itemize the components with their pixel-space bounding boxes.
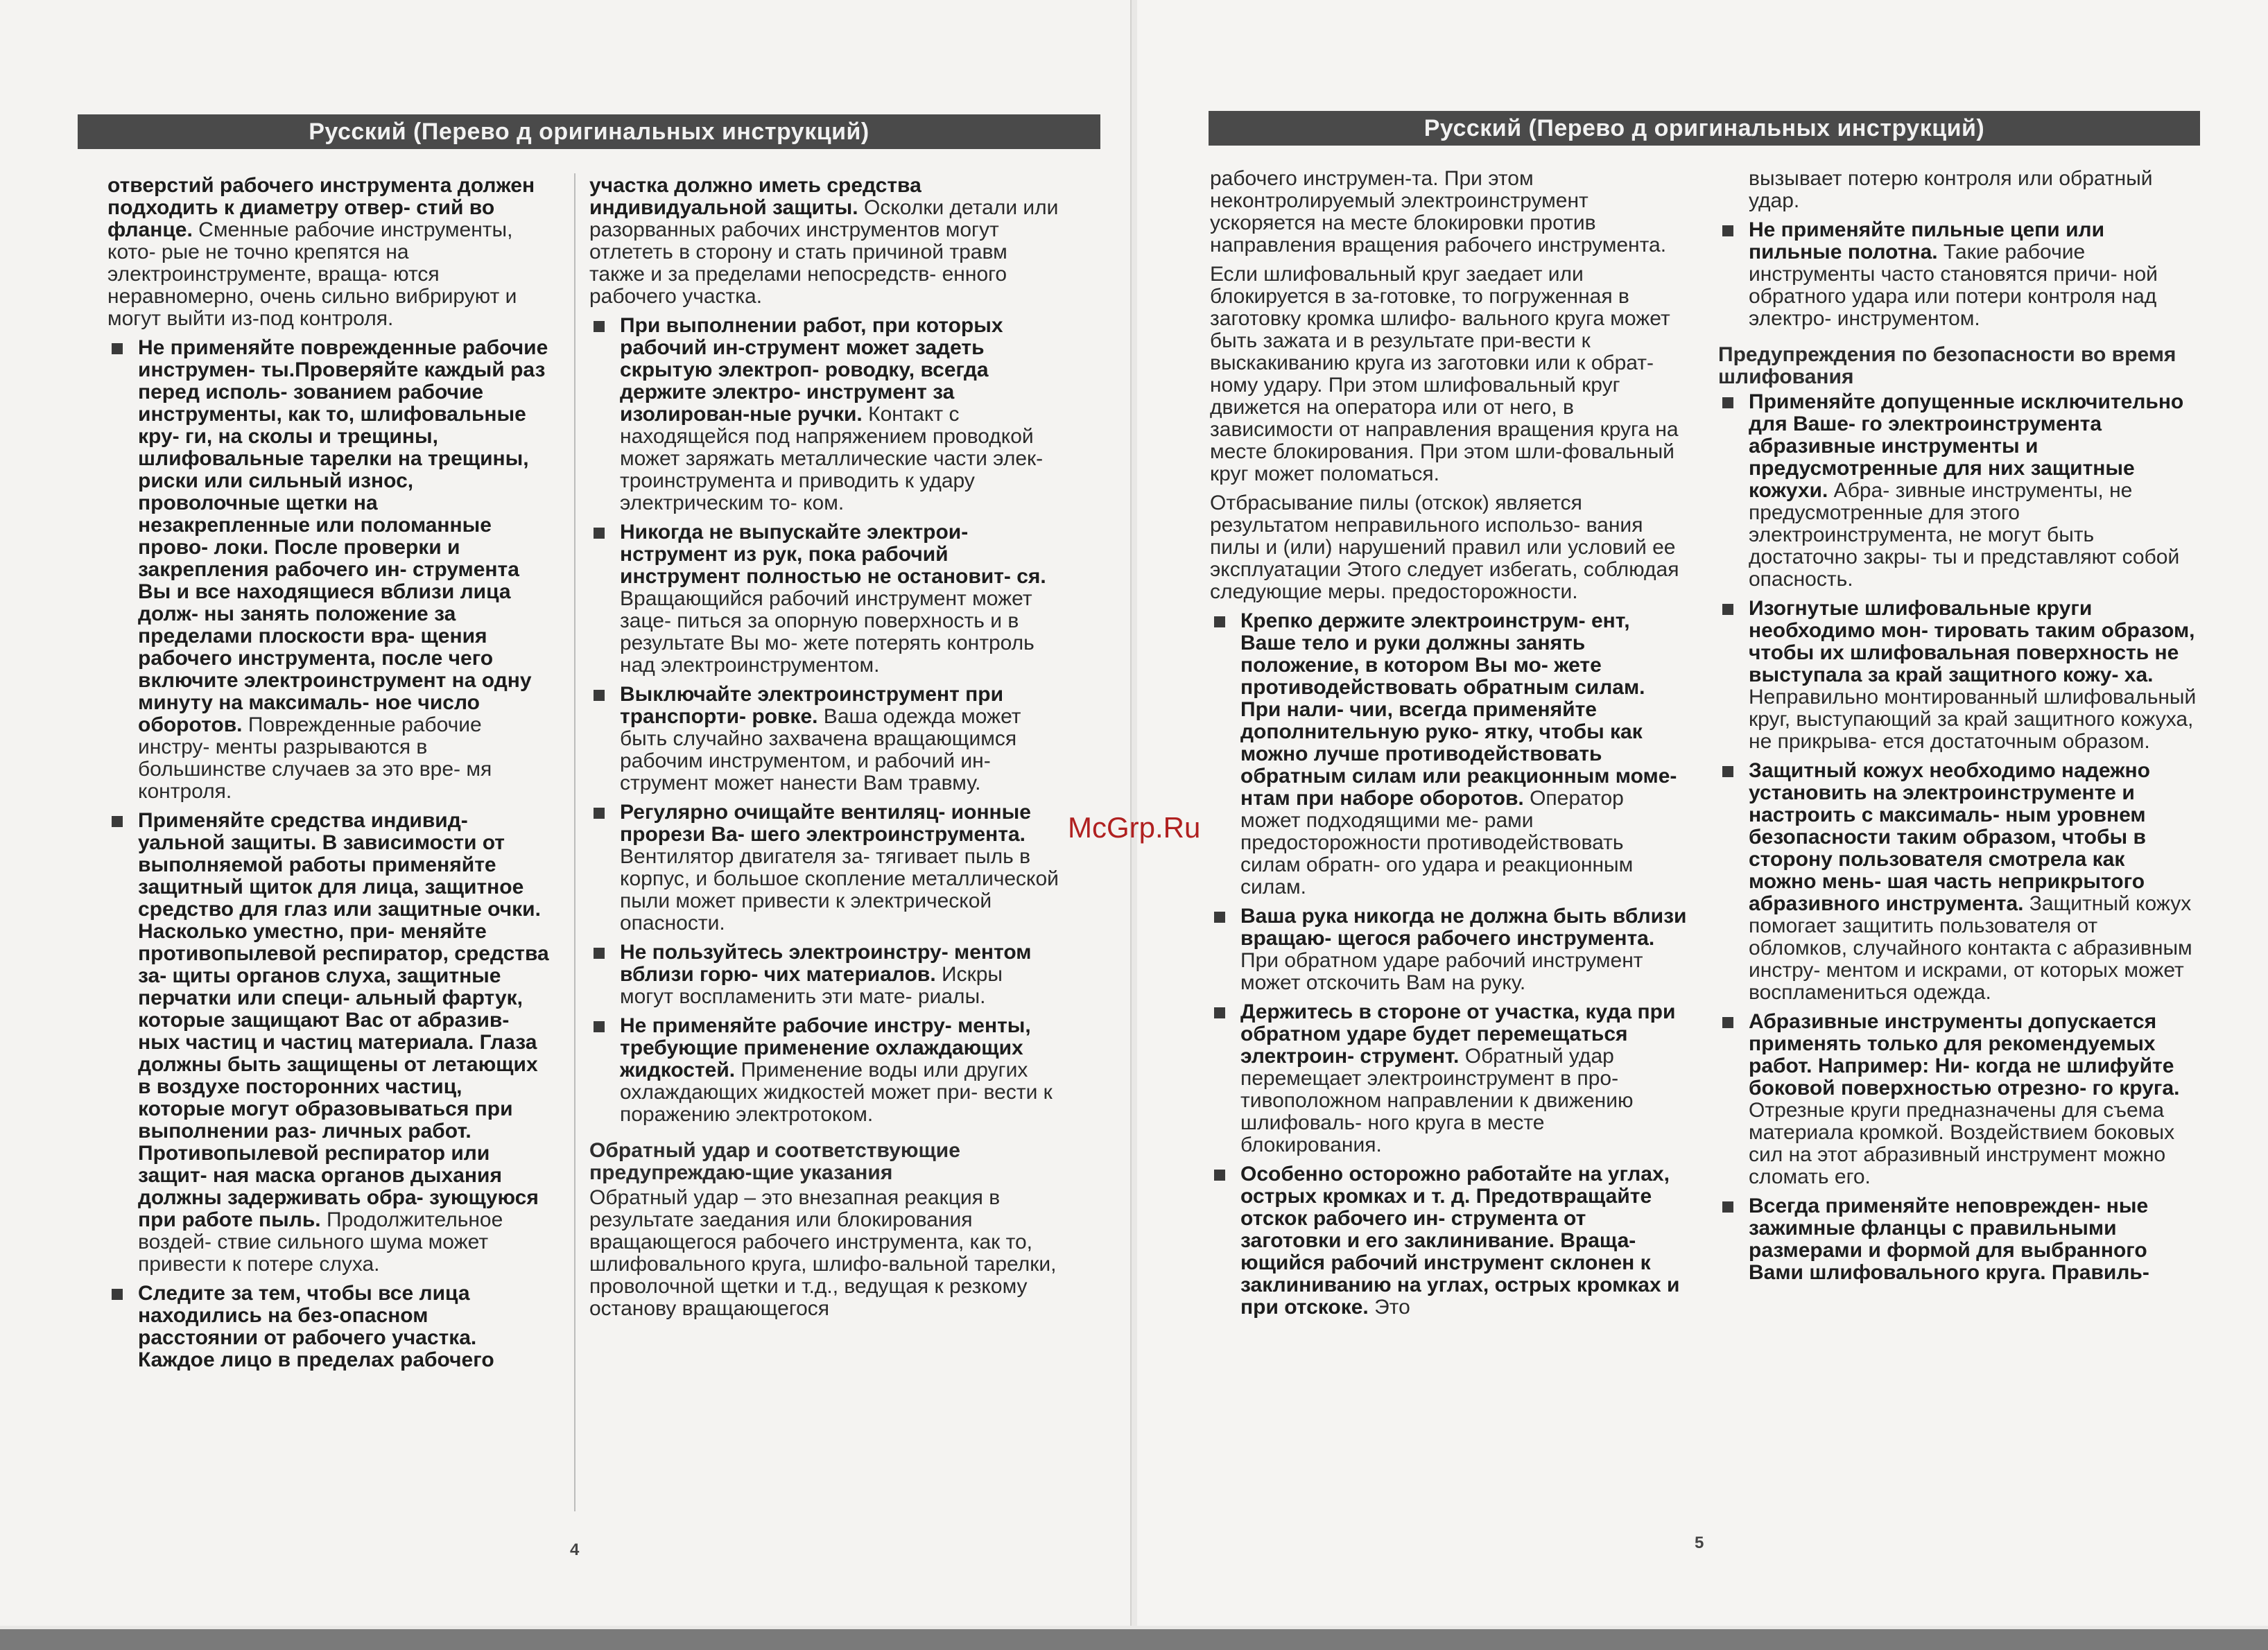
paragraph: Обратный удар – это внезапная реакция в результате заедания или блокирования вращающегося рабочего инструмента, как то, шлифовального круга, шлифо-вальной тарелки, проволочной щетки и т.д., ведущая к резкому останову вращающегося: [589, 1186, 1057, 1320]
column-1: [107, 175, 551, 1378]
list-item: Следите за тем, чтобы все лица находились на без-опасном расстоянии от рабочего участка. Каждое лицо в пределах рабочего: [107, 1283, 551, 1371]
bullet-icon: [1722, 766, 1733, 777]
list-item: Держитесь в стороне от участка, куда при обратном ударе будет перемещаться электроин- струмент. Обратный удар перемещает электроинструмент в про- тивоположном направлении к движению шлифоваль- ного круга в месте блокирования.: [1210, 1001, 1688, 1156]
page-header-banner: Русский (Перево д оригинальных инструкций): [78, 114, 1100, 149]
list-item: Не пользуйтесь электроинстру- ментом вблизи горю- чих материалов. Искры могут воспламенить эти мате- риалы.: [589, 941, 1061, 1008]
page-right: [1137, 0, 2268, 1626]
paragraph: вызывает потерю контроля или обратный удар.: [1749, 167, 2153, 212]
list-item: Не применяйте пильные цепи или пильные полотна. Такие рабочие инструменты часто становятся причи- ной обратного удара или потери контроля над электро- инструментом.: [1718, 219, 2197, 330]
list-item: Не применяйте поврежденные рабочие инструмен- ты.Проверяйте каждый раз перед исполь- зованием рабочие инструменты, как то, шлифовальные кру- ги, на сколы и трещины, шлифовальные тарелки на трещины, риски или сильный износ, проволочные щетки на незакрепленные или поломанные прово- локи. После проверки и закрепления рабочего ин- струмента Вы и все находящиеся вблизи лица долж- ны занять положение за пределами плоскости вра- щения рабочего инструмента, после чего включите электроинструмент на одну минуту на максималь- ное число оборотов. Поврежденные рабочие инстру- менты разрываются в большинстве случаев за это вре- мя контроля.: [107, 337, 551, 803]
bullet-icon: [1722, 1201, 1733, 1213]
page-number: 5: [1695, 1534, 1704, 1552]
bullet-icon: [1214, 1170, 1225, 1181]
bullet-icon: [112, 816, 123, 827]
list-item: Выключайте электроинструмент при транспорти- ровке. Ваша одежда может быть случайно захвачена вращающимся рабочим инструментом, и рабочий ин- струмент может нанести Вам травму.: [589, 684, 1061, 794]
bullet-icon: [1214, 912, 1225, 923]
bullet-icon: [1214, 616, 1225, 627]
list-item: Абразивные инструменты допускается применять только для рекомендуемых работ. Например: Ни- когда не шлифуйте боковой поверхностью отрезно- го круга. Отрезные круги предназначены для съема материала кромкой. Воздействием боковых сил на этот абразивный инструмент можно сломать его.: [1718, 1011, 2197, 1188]
section-heading: Обратный удар и соответствующие предупреждаю-щие указания: [589, 1139, 960, 1184]
bullet-icon: [1722, 397, 1733, 408]
list-item: Никогда не выпускайте электрои- нструмент из рук, пока рабочий инструмент полностью не остановит- ся. Вращающийся рабочий инструмент может заце- питься за опорную поверхность и в результате Вы мо- жете потерять контроль над электроинструментом.: [589, 521, 1061, 677]
list-item: Изогнутые шлифовальные круги необходимо мон- тировать таким образом, чтобы их шлифовальная поверхность не выступала за край защитного кожу- ха. Неправильно монтированный шлифовальный круг, выступающий за край защитного кожуха, не прикрыва- ется достаточным образом.: [1718, 598, 2197, 753]
bullet-icon: [1722, 1017, 1733, 1028]
list-item: Особенно осторожно работайте на углах, острых кромках и т. д. Предотвращайте отскок рабочего ин- струмента от заготовки и его заклинивание. Враща- ющийся рабочий инструмент склонен к заклиниванию на углах, острых кромках и при отскоке. Это: [1210, 1163, 1688, 1319]
section-heading: Предупреждения по безопасности во время шлифования: [1718, 343, 2176, 388]
column-3: [1210, 168, 1688, 1326]
list-item: Всегда применяйте неповрежден- ные зажимные фланцы с правильными размерами и формой для выбранного Вами шлифовального круга. Правиль-: [1718, 1195, 2197, 1284]
bullet-icon: [594, 948, 605, 959]
list-item: Крепко держите электроинструм- ент, Ваше тело и руки должны занять положение, в котором Вы мо- жете противодействовать обратным силам. При нали- чии, всегда применяйте дополнительную руко- ятку, чтобы как можно лучше противодействовать обратным силам или реакционным моме- нтам при наборе оборотов. Оператор может подходящими ме- рами предосторожности противодействовать силам обратн- ого удара и реакционным силам.: [1210, 610, 1688, 898]
list-item: Ваша рука никогда не должна быть вблизи вращаю- щегося рабочего инструмента. При обратном ударе рабочий инструмент может отскочить Вам на руку.: [1210, 905, 1688, 994]
bullet-icon: [1722, 225, 1733, 236]
bullet-icon: [1722, 604, 1733, 615]
page-number: 4: [570, 1540, 580, 1559]
page-left: [0, 0, 1132, 1626]
paragraph: рабочего инструмен-та. При этом неконтролируемый электроинструмент ускоряется на месте блокировки против направления вращения рабочего инструмента.: [1210, 167, 1667, 257]
list-item: Не применяйте рабочие инстру- менты, требующие применение охлаждающих жидкостей. Применение воды или других охлаждающих жидкостей может при- вести к поражению электротоком.: [589, 1015, 1061, 1126]
paragraph: Если шлифовальный круг заедает или блокируется в за-готовке, то погруженная в заготовку кромка шлифо- вального круга может быть зажата и в результате при-вести к выскакиванию круга из заготовки или к обрат-ному удару. При этом шлифовальный круг движется на оператора или от него, в зависимости от направления вращения круга на месте блокирования. При этом шли-фовальный круг может поломаться.: [1210, 263, 1679, 485]
paragraph: Отбрасывание пилы (отскок) является результатом неправильного использо- вания пилы и (или) нарушений правил или условий ее эксплуатации Этого следует избегать, соблюдая следующие меры. предосторожности.: [1210, 492, 1679, 603]
column-4: [1718, 168, 2197, 1291]
list-item: Защитный кожух необходимо надежно установить на электроинструменте и настроить с максималь- ным уровнем безопасности таким образом, чтобы в сторону пользователя смотрела как можно мень- шая часть неприкрытого абразивного инструмента. Защитный кожух помогает защитить пользователя от обломков, случайного контакта с абразивным инстру- ментом и искрами, от которых может воспламениться одежда.: [1718, 760, 2197, 1004]
list-item: Регулярно очищайте вентиляц- ионные прорези Ва- шего электроинструмента. Вентилятор двигателя за- тягивает пыль в корпус, и большое скопление металлической пыли может привести к электрической опасности.: [589, 801, 1061, 935]
page-header-banner: Русский (Перево д оригинальных инструкций): [1209, 111, 2200, 146]
paragraph: участка должно иметь средства индивидуальной защиты. Осколки детали или разорванных рабочих инструментов могут отлететь в сторону и стать причиной травм также и за пределами непосредств- енного рабочего участка.: [589, 174, 1059, 308]
bullet-icon: [112, 343, 123, 354]
scan-bottom-edge: [0, 1629, 2268, 1650]
watermark-text: McGrp.Ru: [1068, 811, 1201, 844]
bullet-icon: [112, 1289, 123, 1300]
column-2: [589, 175, 1061, 1327]
list-item: Применяйте допущенные исключительно для Ваше- го электроинструмента абразивные инструменты и предусмотренные для них защитные кожухи. Абра- зивные инструменты, не предусмотренные для этого электроинструмента, не могут быть достаточно закры- ты и представляют собой опасность.: [1718, 391, 2197, 591]
bullet-icon: [1214, 1007, 1225, 1018]
list-item: Применяйте средства индивид- уальной защиты. В зависимости от выполняемой работы применяйте защитный щиток для лица, защитное средство для глаз или защитные очки. Насколько уместно, при- меняйте противопылевой респиратор, средства за- щиты органов слуха, защитные перчатки или специ- альный фартук, которые защищают Вас от абразив- ных частиц и частиц материала. Глаза должны быть защищены от летающих в воздухе посторонних частиц, которые могут образовываться при выполнении раз- личных работ. Противопылевой респиратор или защит- ная маска органов дыхания должны задерживать обра- зующуюся при работе пыль. Продолжительное воздей- ствие сильного шума может привести к потере слуха.: [107, 810, 551, 1276]
bullet-icon: [594, 1021, 605, 1032]
bullet-icon: [594, 690, 605, 701]
list-item: При выполнении работ, при которых рабочий ин-струмент может задеть скрытую электроп- роводку, всегда держите электро- инструмент за изолирован-ные ручки. Контакт с находящейся под напряжением проводкой может заряжать металлические части элек- троинструмента и приводить к удару электрическим то- ком.: [589, 315, 1061, 514]
bullet-icon: [594, 528, 605, 539]
paragraph: отверстий рабочего инструмента должен подходить к диаметру отвер- стий во фланце. Сменные рабочие инструменты, кото- рые не точно крепятся на электроинструменте, враща- ются неравномерно, очень сильно вибрируют и могут выйти из-под контроля.: [107, 174, 535, 330]
bullet-icon: [594, 321, 605, 332]
bullet-icon: [594, 808, 605, 819]
column-divider: [574, 173, 575, 1511]
